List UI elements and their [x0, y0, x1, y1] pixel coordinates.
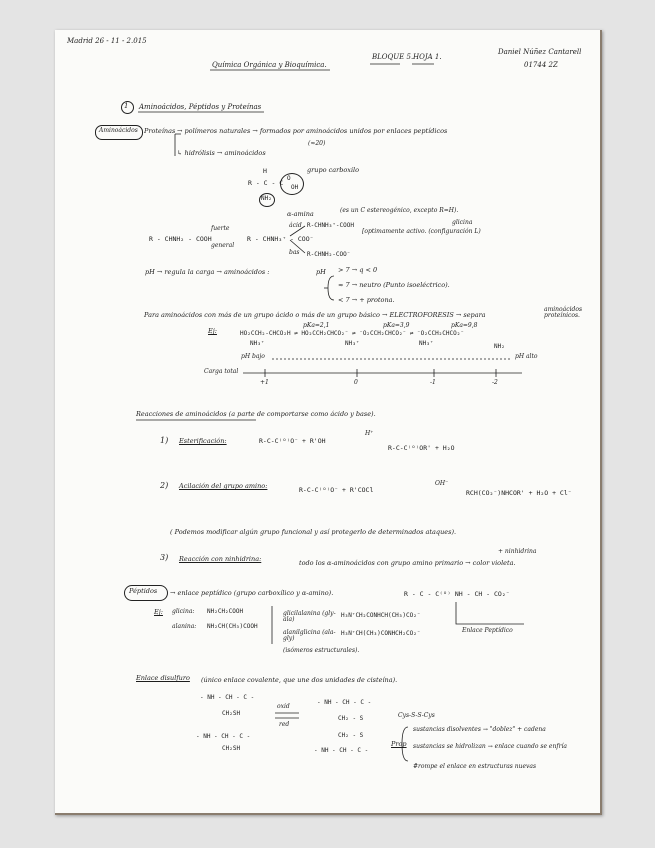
cys-s-s-cys: Cys-S-S-Cys [398, 712, 435, 719]
glycine-name: glicina: [172, 608, 195, 615]
alagly-name: alanilglicina (ala-gly) [283, 629, 336, 642]
prop-2: sustancias se hidrolizan → enlace cuando se enfría [413, 743, 567, 750]
pka-2: pKa=3,9 [383, 322, 410, 329]
reaction-3-number: 3) [160, 553, 169, 562]
electrophoresis-side: aminoácidos proteínicos. [544, 306, 583, 319]
ph-equal: ≈ 7 → neutro (Punto isoeléctrico). [338, 281, 450, 289]
disulfide-title: Enlace disulfuro [136, 674, 190, 682]
base-label: bas [289, 249, 300, 256]
author-name: Daniel Núñez Cantarell [498, 48, 582, 56]
glyala-formula: H₃N⁺CH₂CONHCH(CH₃)CO₂⁻ [341, 612, 421, 619]
reaction-3-superscript: + ninhidrina [498, 548, 537, 555]
peptide-bond-label: Enlace Peptídico [462, 627, 513, 634]
ph-low-label: pH bajo [241, 353, 265, 360]
alagly-formula: H₃N⁺CH(CH₃)CONHCH₂CO₂⁻ [341, 630, 421, 637]
prop-3: #rompe el enlace en estructuras nuevas [413, 763, 537, 770]
nh3-2: NH₃⁺ [345, 340, 360, 347]
example-chain: HO₂CCH₂-CHCO₂H ⇌ HO₂CCH₂CHCO₂⁻ ⇌ ⁻O₂CCH₂CHCO₂⁻ ⇌ ⁻O₂CCH₂CHCO₂⁻ [240, 330, 464, 337]
electrophoresis-text: Para aminoácidos con más de un grupo ácido o más de un grupo básico → ELECTROFORESIS → separa [144, 311, 486, 319]
reaction-2-number: 2) [160, 481, 169, 490]
zwitterion-form: R - CHNH₃⁺ - COO⁻ [247, 235, 314, 243]
acid-label: ácid [289, 222, 302, 229]
nh3-1: NH₃⁺ [250, 340, 265, 347]
amino-group: NH₂ [261, 195, 272, 202]
dimer-unit-1: - NH - CH - C - [317, 699, 372, 706]
tick-2: 0 [354, 379, 358, 386]
peptide-structure: R - C - C⁽ᴼ⁾ NH - CH - CO₂⁻ [404, 590, 510, 598]
cys-side-1: CH₂SH [222, 710, 241, 717]
reduction-label: red [279, 721, 290, 728]
dimer-s-bottom: CH₂ - S [338, 732, 364, 739]
tick-3: -1 [430, 379, 436, 386]
reaction-3-name: Reacción con ninhidrina: [179, 555, 262, 563]
ph-high-label: pH alto [515, 353, 538, 360]
glycine-note: glicina [452, 219, 473, 226]
ph-less: < 7 → + protona. [338, 296, 395, 304]
proteins-word: Proteínas [144, 127, 176, 135]
dimer-s-top: CH₂ - S [338, 715, 364, 722]
alanine-formula: NH₂CH(CH₃)COOH [207, 623, 258, 630]
cys-unit-1: - NH - CH - C - [200, 694, 255, 701]
glycine-formula: NH₂CH₂COOH [207, 608, 244, 615]
author-code: 01744 2Z [524, 61, 558, 69]
prop-label: Prop [391, 740, 407, 748]
peptides-example-label: Ej: [154, 608, 163, 616]
tick-4: -2 [492, 379, 498, 386]
reaction-1-left: R-C-C⁽ᴼ⁾O⁻ + R'OH [259, 437, 326, 445]
reaction-2-left: R-C-C⁽ᴼ⁾O⁻ + R'COCl [299, 486, 374, 494]
section-number: 1 [124, 102, 129, 110]
section-title: Aminoácidos, Péptidos y Proteínas [139, 103, 262, 111]
block-label: BLOQUE 5. [372, 53, 414, 61]
alanine-name: alanina: [172, 623, 197, 630]
peptides-tag: Péptidos [129, 587, 158, 595]
disulfide-description: (único enlace covalente, que une dos unidades de cisteína). [201, 676, 398, 684]
oxidation-label: oxid [277, 703, 290, 710]
reaction-3-text: todo los α-aminoácidos con grupo amino primario → color violeta. [299, 559, 516, 567]
pka-3: pKa=9,8 [451, 322, 478, 329]
sheet-label: HOJA 1. [413, 53, 442, 61]
reaction-1-name: Esterificación: [179, 437, 227, 445]
isomers-note: (isómeros estructurales). [283, 647, 360, 654]
dimer-unit-2: - NH - CH - C - [314, 747, 369, 754]
reactions-title: Reacciones de aminoácidos (a parte de comportarse como ácido y base). [136, 410, 376, 418]
base-form: R-CHNH₂-COO⁻ [307, 251, 351, 258]
config-note: [optimamente activo. (configuración L) [362, 228, 481, 235]
ph-regulation-text: pH → regula la carga → aminoácidos : [145, 268, 270, 276]
glyala-name: glicilalanina (gly-ala) [283, 610, 336, 623]
hydrolysis-text: ↳ hidrólisis → aminoácidos [177, 149, 266, 157]
prop-1: sustancias disolventes → "doblez" + cadena [413, 726, 546, 733]
acid-form: R-CHNH₃⁺-COOH [307, 222, 354, 229]
general-label: general [211, 242, 235, 249]
aminoacid-count: (≈20) [308, 140, 326, 147]
nh2-4: NH₂ [494, 343, 505, 350]
ph-symbol: pH [316, 268, 326, 276]
pka-1: pKa=2,1 [303, 322, 330, 329]
nh3-3: NH₃⁺ [419, 340, 434, 347]
charge-label: Carga total [204, 368, 239, 375]
neutral-form: R - CHNH₂ - COOH [149, 235, 212, 243]
tick-1: +1 [260, 379, 269, 386]
peptides-text: → enlace peptídico (grupo carboxílico y α-amino). [170, 589, 334, 597]
reaction-1-condition: H⁺ [365, 430, 374, 437]
ph-greater: > 7 → q < 0 [338, 266, 378, 274]
reaction-1-right: R-C-C⁽ᴼ⁾OR' + H₂O [388, 444, 455, 452]
reaction-2-condition: OH⁻ [435, 480, 449, 487]
carboxyl-label: grupo carboxilo [307, 166, 360, 174]
proteins-definition: → polímeros naturales → formados por aminoácidos unidos por enlaces peptídicos [177, 127, 448, 135]
alpha-amine-label: α-amina [287, 210, 314, 218]
chiral-note: (es un C estereogénico, excepto R=H). [340, 207, 459, 214]
place-date: Madrid 26 - 11 - 2.015 [67, 37, 147, 45]
reaction-2-right: RCH(CO₂⁻)NHCOR' + H₂O + Cl⁻ [466, 489, 572, 497]
reaction-2-note: ( Podemos modificar algún grupo funcional y así protegerlo de determinados ataques). [170, 528, 457, 536]
cys-side-2: CH₂SH [222, 745, 241, 752]
strong-label: fuerte [211, 225, 230, 232]
reaction-2-name: Acilación del grupo amino: [179, 482, 268, 490]
aminoacids-tag: Aminoácidos [99, 127, 138, 134]
example-label: Ej: [208, 327, 217, 335]
subject-title: Química Orgánica y Bioquímica. [212, 61, 327, 69]
reaction-1-number: 1) [160, 436, 169, 445]
cys-unit-2: - NH - CH - C - [196, 733, 251, 740]
